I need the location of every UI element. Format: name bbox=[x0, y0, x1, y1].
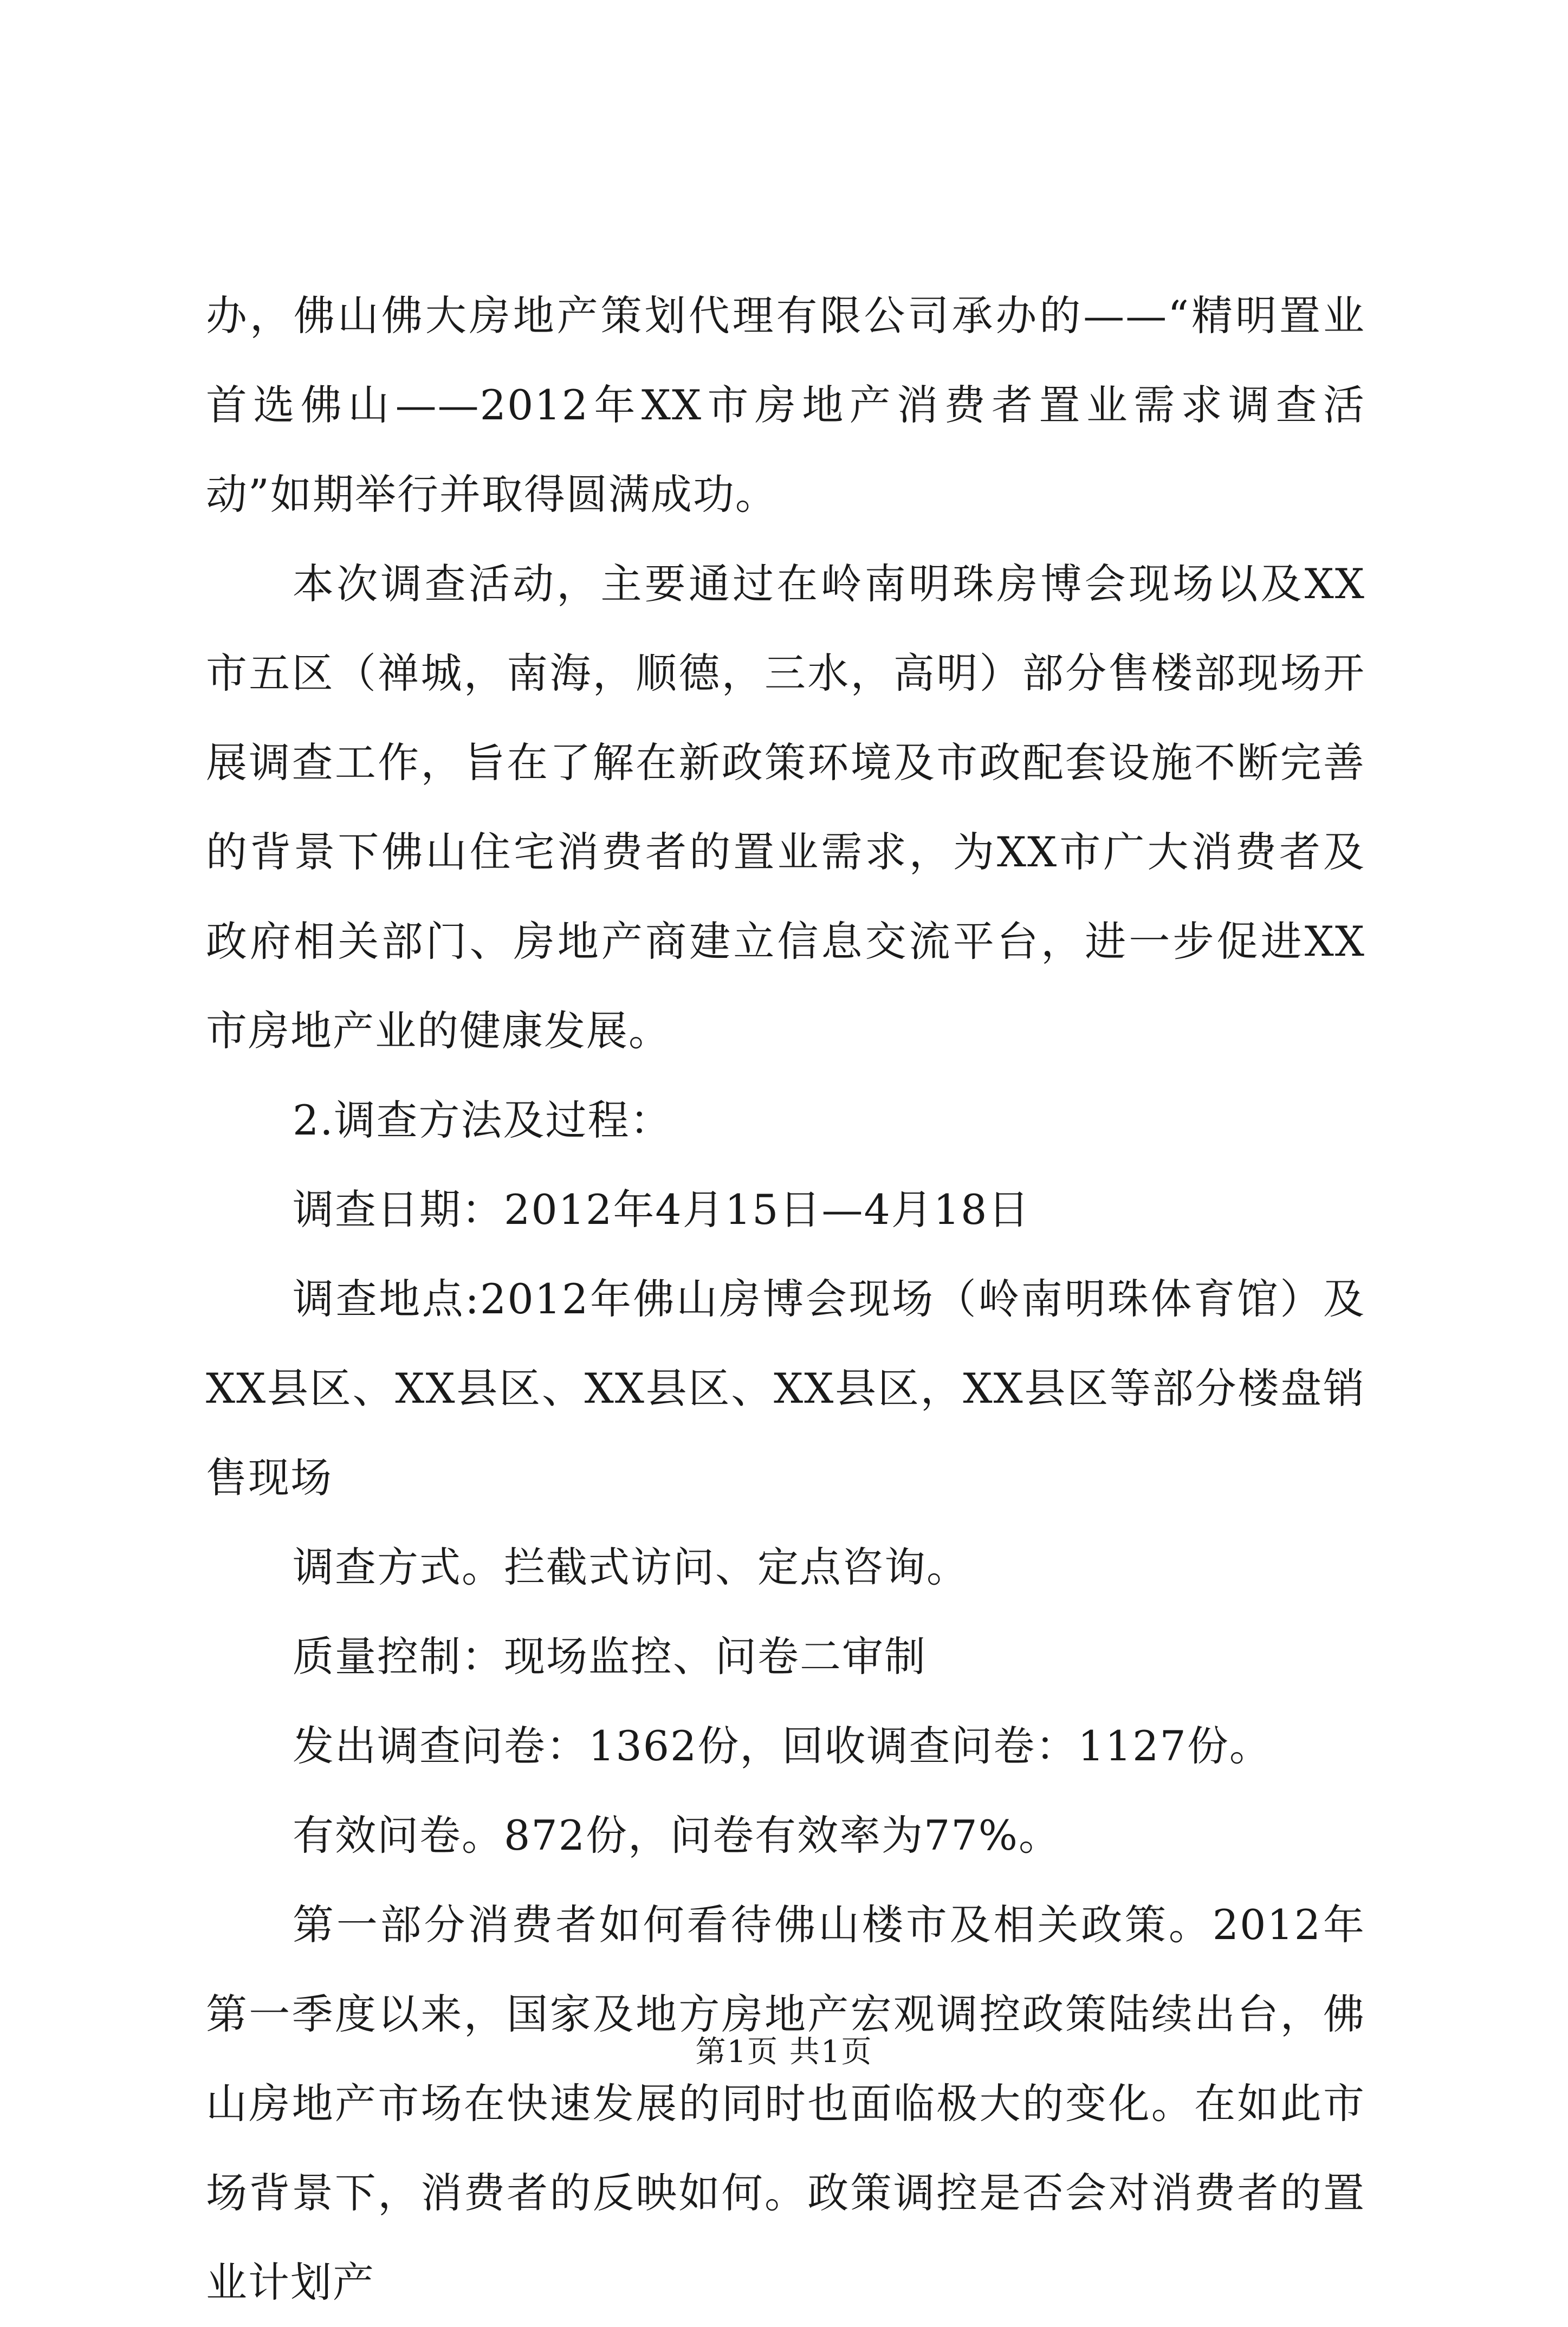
paragraph-survey-purpose: 本次调查活动，主要通过在岭南明珠房博会现场以及XX市五区（禅城，南海，顺德，三水，高明）部分售楼部现场开展调查工作，旨在了解在新政策环境及市政配套设施不断完善的背景下佛山住宅消费者的置业需求，为XX市广大消费者及政府相关部门、房地产商建立信息交流平台，进一步促进XX市房地产业的健康发展。 bbox=[206, 560, 1365, 1055]
paragraph-intro-continuation: 办，佛山佛大房地产策划代理有限公司承办的——“精明置业首选佛山——2012年XX市房地产消费者置业需求调查活动”如期举行并取得圆满成功。 bbox=[206, 291, 1365, 518]
section-heading-survey-method: 2.调查方法及过程： bbox=[293, 1096, 672, 1144]
document-body bbox=[206, 271, 1365, 2327]
paragraph-survey-date: 调查日期：2012年4月15日—4月18日 bbox=[293, 1185, 1031, 1234]
paragraph-survey-location: 调查地点:2012年佛山房博会现场（岭南明珠体育馆）及XX县区、XX县区、XX县区、XX县区，XX县区等部分楼盘销售现场 bbox=[206, 1275, 1365, 1502]
paragraph-questionnaires-issued: 发出调查问卷：1362份，回收调查问卷：1127份。 bbox=[293, 1722, 1272, 1770]
paragraph-part-one: 第一部分消费者如何看待佛山楼市及相关政策。2012年第一季度以来，国家及地方房地产宏观调控政策陆续出台，佛山房地产市场在快速发展的同时也面临极大的变化。在如此市场背景下，消费者的反映如何。政策调控是否会对消费者的置业计划产 bbox=[206, 1901, 1365, 2306]
paragraph-quality-control: 质量控制：现场监控、问卷二审制 bbox=[293, 1632, 926, 1681]
page-footer bbox=[0, 2031, 1568, 2074]
paragraph-survey-approach: 调查方式。拦截式访问、定点咨询。 bbox=[293, 1543, 969, 1591]
paragraph-valid-questionnaires: 有效问卷。872份，问卷有效率为77%。 bbox=[293, 1811, 1061, 1859]
page-number-label: 第1页 共1页 bbox=[695, 2034, 873, 2070]
